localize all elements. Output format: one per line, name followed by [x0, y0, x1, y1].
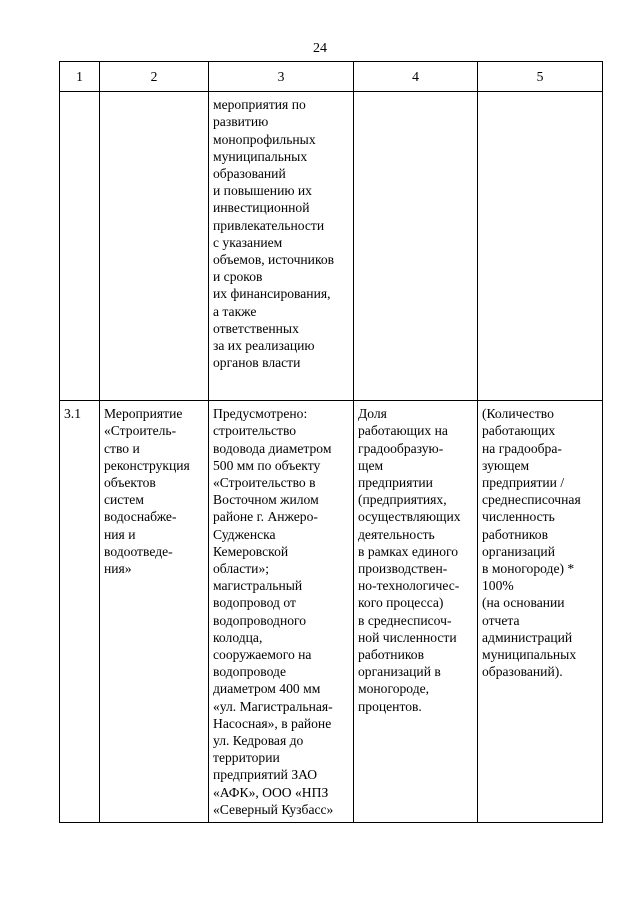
column-header-2: 2: [100, 62, 209, 92]
table-header-row: [60, 62, 603, 92]
cell-measure: Мероприятие «Строитель- ство и реконструкция объектов систем водоснабже- ния и водоотведе- ния»: [100, 401, 209, 823]
table-row: [60, 92, 603, 401]
column-header-4: 4: [354, 62, 478, 92]
cell-indicator: Доля работающих на градообразую- щем предприятии (предприятиях, осуществляющих деятельность в рамках единого производствен- но-технологичес- кого процесса) в среднесписоч- ной численности работников организаций в моногороде, процентов.: [354, 401, 478, 823]
cell-method: (Количество работающих на градообра- зующем предприятии / среднесписочная численность работников организаций в моногороде) * 100% (на основании отчета администраций муниципальных образований).: [478, 401, 603, 823]
cell-method: [478, 92, 603, 401]
cell-number: [60, 92, 100, 401]
measures-table: [59, 61, 603, 823]
table-row: [60, 401, 603, 823]
cell-indicator: [354, 92, 478, 401]
column-header-5: 5: [478, 62, 603, 92]
cell-description: мероприятия по развитию монопрофильных муниципальных образований и повышению их инвестиционной привлекательности с указанием объемов, источников и сроков их финансирования, а также ответственных за их реализацию органов власти: [209, 92, 354, 401]
column-header-1: 1: [60, 62, 100, 92]
cell-description: Предусмотрено: строительство водовода диаметром 500 мм по объекту «Строительство в Восточном жилом районе г. Анжеро- Судженска Кемеровской области»; магистральный водопровод от водопроводного колодца, сооружаемого на водопроводе диаметром 400 мм «ул. Магистральная- Насосная», в районе ул. Кедровая до территории предприятий ЗАО «АФК», ООО «НПЗ «Северный Кузбасс»: [209, 401, 354, 823]
cell-measure: [100, 92, 209, 401]
cell-number: 3.1: [60, 401, 100, 823]
column-header-3: 3: [209, 62, 354, 92]
page-number: 24: [313, 41, 327, 56]
